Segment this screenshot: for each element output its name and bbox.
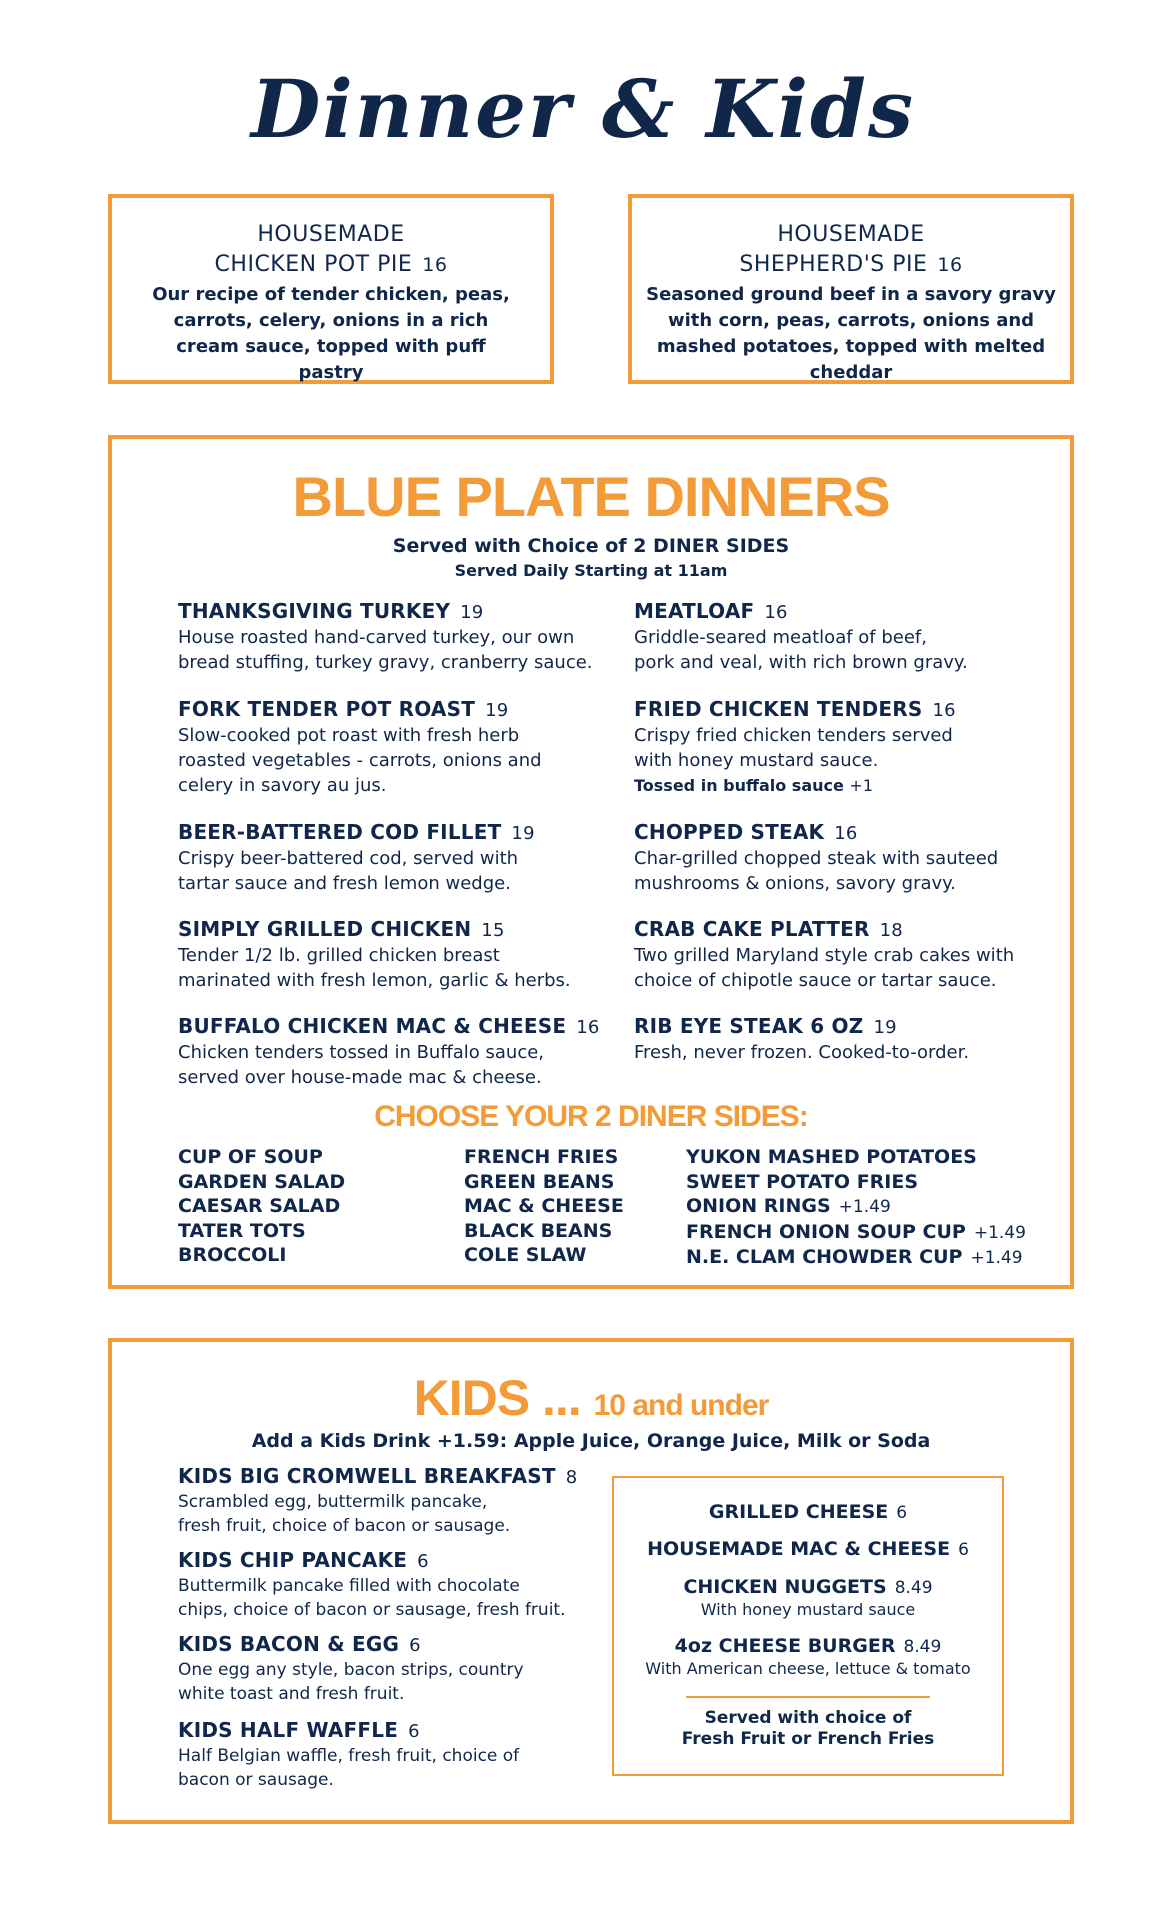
kids-drink-note: Add a Kids Drink +1.59: Apple Juice, Orange Juice, Milk or Soda bbox=[251, 1430, 931, 1452]
side-item: BROCCOLI bbox=[178, 1244, 287, 1266]
side-item: BLACK BEANS bbox=[464, 1219, 613, 1242]
side-item: FRENCH ONION SOUP CUP +1.49 bbox=[686, 1220, 1026, 1243]
menu-item: BUFFALO CHICKEN MAC & CHEESE 16 Chicken tenders tossed in Buffalo sauce, served over house-made mac & cheese. bbox=[178, 1014, 600, 1088]
kids-item: KIDS BIG CROMWELL BREAKFAST 8 Scrambled egg, buttermilk pancake, fresh fruit, choice of bacon or sausage. bbox=[178, 1464, 578, 1536]
kids-box-item: CHICKEN NUGGETS 8.49 With honey mustard sauce bbox=[683, 1576, 933, 1619]
menu-item: THANKSGIVING TURKEY 19 House roasted hand-carved turkey, our own bread stuffing, turkey gravy, cranberry sauce. bbox=[178, 599, 593, 673]
pie-price: 16 bbox=[422, 254, 448, 276]
kids-box-footer: Served with choice of Fresh Fruit or French Fries bbox=[681, 1708, 935, 1749]
kids-box-item: GRILLED CHEESE 6 bbox=[708, 1501, 908, 1523]
kids-item: KIDS BACON & EGG 6 One egg any style, bacon strips, country white toast and fresh fruit. bbox=[178, 1632, 524, 1704]
kids-box-divider bbox=[686, 1696, 930, 1698]
pie-title-line1: HOUSEMADE bbox=[777, 222, 925, 247]
side-item: CAESAR SALAD bbox=[178, 1195, 341, 1217]
pie-title-line2: CHICKEN POT PIE 16 bbox=[214, 252, 448, 277]
menu-item: SIMPLY GRILLED CHICKEN 15 Tender 1/2 lb. grilled chicken breast marinated with fresh lemon, garlic & herbs. bbox=[178, 917, 571, 991]
pie-title-line1: HOUSEMADE bbox=[257, 222, 405, 247]
blue-plate-heading: BLUE PLATE DINNERS bbox=[292, 465, 890, 528]
menu-item: FRIED CHICKEN TENDERS 16 Crispy fried chicken tenders served with honey mustard sauce. Tossed in buffalo sauce +1 bbox=[634, 697, 956, 795]
menu-item: BEER-BATTERED COD FILLET 19 Crispy beer-battered cod, served with tartar sauce and fresh lemon wedge. bbox=[178, 820, 535, 894]
menu-item: MEATLOAF 16 Griddle-seared meatloaf of beef, pork and veal, with rich brown gravy. bbox=[634, 599, 968, 673]
kids-box-item: HOUSEMADE MAC & CHEESE 6 bbox=[647, 1538, 969, 1560]
side-item: GREEN BEANS bbox=[464, 1170, 615, 1193]
blue-plate-subtitle: Served with Choice of 2 DINER SIDES bbox=[392, 535, 790, 557]
kids-section bbox=[108, 1338, 1074, 1824]
pie-title-line2: SHEPHERD'S PIE 16 bbox=[739, 252, 963, 277]
side-item: YUKON MASHED POTATOES bbox=[686, 1146, 977, 1168]
sides-heading: CHOOSE YOUR 2 DINER SIDES: bbox=[374, 1100, 808, 1133]
shepherds-pie-card bbox=[628, 194, 1074, 384]
chicken-pot-pie-card bbox=[108, 194, 554, 384]
kids-item: KIDS HALF WAFFLE 6 Half Belgian waffle, fresh fruit, choice of bacon or sausage. bbox=[178, 1718, 520, 1790]
page-title: Dinner & Kids bbox=[251, 62, 915, 156]
menu-item: CRAB CAKE PLATTER 18 Two grilled Maryland style crab cakes with choice of chipotle sauce or tartar sauce. bbox=[634, 917, 1015, 991]
kids-box-item: 4oz CHEESE BURGER 8.49 With American cheese, lettuce & tomato bbox=[645, 1635, 971, 1678]
sides-column-2 bbox=[464, 1145, 624, 1268]
side-item: GARDEN SALAD bbox=[178, 1170, 346, 1193]
side-item: FRENCH FRIES bbox=[464, 1146, 619, 1168]
blue-plate-hours: Served Daily Starting at 11am bbox=[454, 561, 728, 580]
sides-column-1 bbox=[178, 1145, 345, 1268]
kids-heading: KIDS ... 10 and under bbox=[413, 1370, 769, 1426]
menu-item: FORK TENDER POT ROAST 19 Slow-cooked pot roast with fresh herb roasted vegetables - carrots, onions and celery in savory au jus. bbox=[178, 697, 542, 796]
menu-item: CHOPPED STEAK 16 Char-grilled chopped steak with sauteed mushrooms & onions, savory gravy. bbox=[634, 820, 999, 894]
side-item: TATER TOTS bbox=[178, 1219, 306, 1242]
side-item: ONION RINGS +1.49 bbox=[686, 1195, 891, 1217]
pie-description: Our recipe of tender chicken, peas, carrots, celery, onions in a rich cream sauce, topped with puff pastry bbox=[152, 284, 510, 383]
side-item: N.E. CLAM CHOWDER CUP +1.49 bbox=[686, 1246, 1023, 1268]
side-item: MAC & CHEESE bbox=[464, 1195, 624, 1217]
kids-item: KIDS CHIP PANCAKE 6 Buttermilk pancake filled with chocolate chips, choice of bacon or sausage, fresh fruit. bbox=[178, 1548, 566, 1620]
side-item: SWEET POTATO FRIES bbox=[686, 1170, 919, 1193]
blue-plate-section bbox=[108, 435, 1074, 1289]
side-item: CUP OF SOUP bbox=[178, 1146, 323, 1168]
menu-item: RIB EYE STEAK 6 OZ 19 Fresh, never frozen. Cooked-to-order. bbox=[634, 1014, 970, 1063]
pie-description: Seasoned ground beef in a savory gravy with corn, peas, carrots, onions and mashed potatoes, topped with melted cheddar bbox=[646, 284, 1056, 383]
sides-column-3 bbox=[686, 1145, 1026, 1271]
kids-specials-box bbox=[612, 1476, 1004, 1776]
pie-price: 16 bbox=[937, 254, 963, 276]
side-item: COLE SLAW bbox=[464, 1244, 587, 1266]
